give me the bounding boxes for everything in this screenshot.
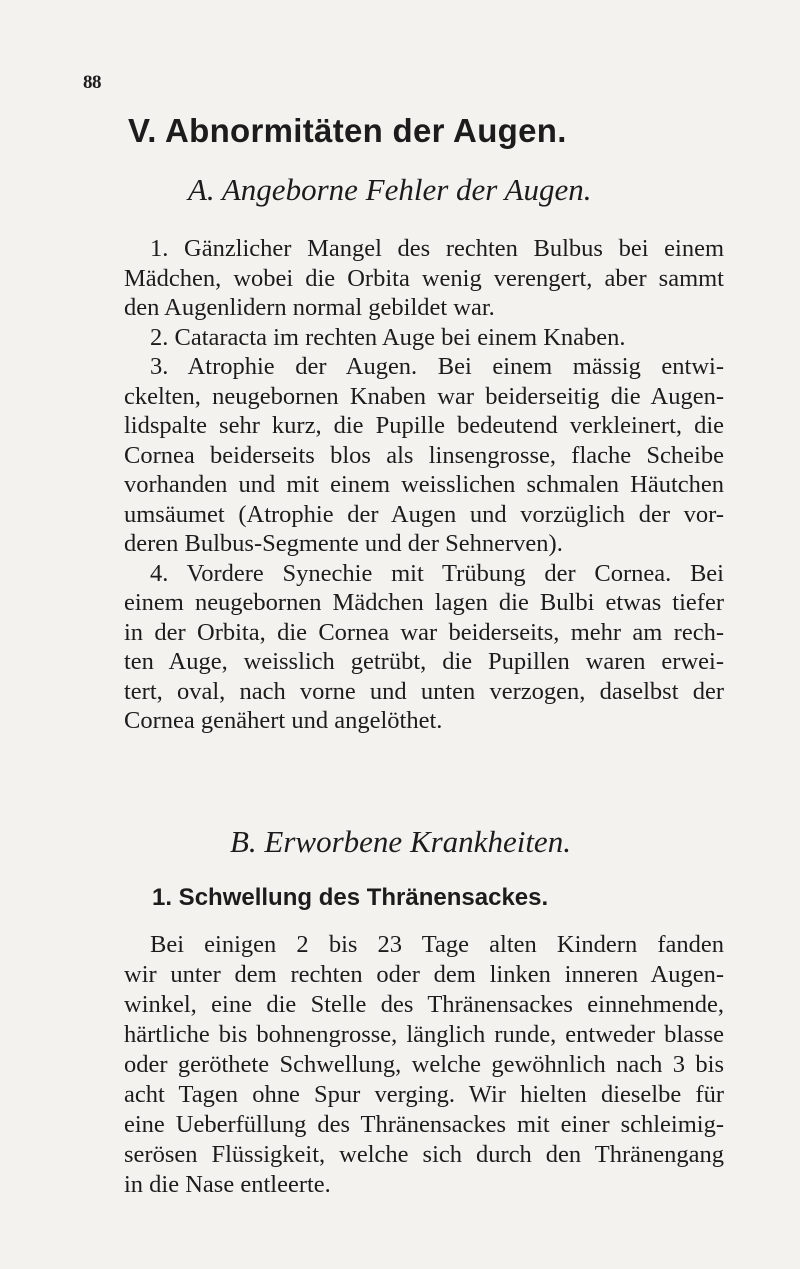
text-line: 1. Gänzlicher Mangel des rechten Bulbus bei einem <box>150 235 724 262</box>
text-line: Cornea beiderseits blos als linsengrosse, flache Scheibe <box>124 441 724 469</box>
section-a-text <box>124 234 724 736</box>
text-line: 2. Cataracta im rechten Auge bei einem Knaben. <box>150 323 626 351</box>
text-line: Cornea genähert und angelöthet. <box>124 707 443 734</box>
chapter-title: V. Abnormitäten der Augen. <box>128 112 567 149</box>
text-line: winkel, eine die Stelle des Thränensackes einnehmende, <box>124 991 724 1018</box>
text-line: Bei einigen 2 bis 23 Tage alten Kindern fanden <box>150 931 724 958</box>
text-line: ten Auge, weisslich getrübt, die Pupillen waren erwei- <box>124 648 724 675</box>
text-line: deren Bulbus-Segmente und der Sehnerven). <box>124 530 563 557</box>
text-line: umsäumet (Atrophie der Augen und vorzüglich der vor- <box>124 500 724 528</box>
text-line: härtliche bis bohnengrosse, länglich runde, entweder blasse <box>124 1021 724 1048</box>
section-a-heading: A. Angeborne Fehler der Augen. <box>188 172 592 207</box>
text-line: tert, oval, nach vorne und unten verzogen, daselbst der <box>124 677 724 705</box>
text-line: oder geröthete Schwellung, welche gewöhnlich nach 3 bis <box>124 1051 724 1078</box>
section-b-heading: B. Erworbene Krankheiten. <box>230 824 571 859</box>
text-line: acht Tagen ohne Spur verging. Wir hielten dieselbe für <box>124 1081 724 1108</box>
text-line: in die Nase entleerte. <box>124 1171 331 1198</box>
text-line: eine Ueberfüllung des Thränensackes mit einer schleimig- <box>124 1111 724 1138</box>
text-line: Mädchen, wobei die Orbita wenig verengert, aber sammt <box>124 264 724 292</box>
text-line: in der Orbita, die Cornea war beiderseits, mehr am rech- <box>124 618 724 646</box>
subsection-heading: 1. Schwellung des Thränensackes. <box>152 884 549 911</box>
text-line: 3. Atrophie der Augen. Bei einem mässig entwi- <box>150 353 724 380</box>
text-line: wir unter dem rechten oder dem linken inneren Augen- <box>124 961 724 988</box>
text-line: ckelten, neugebornen Knaben war beiderseitig die Augen- <box>124 382 724 410</box>
section-b-text <box>124 930 724 1200</box>
text-line: den Augenlidern normal gebildet war. <box>124 294 495 321</box>
text-line: lidspalte sehr kurz, die Pupille bedeutend verkleinert, die <box>124 412 724 439</box>
text-line: serösen Flüssigkeit, welche sich durch den Thränengang <box>124 1141 724 1168</box>
text-line: vorhanden und mit einem weisslichen schmalen Häutchen <box>124 471 724 498</box>
page-number: 88 <box>83 72 101 93</box>
text-line: einem neugebornen Mädchen lagen die Bulbi etwas tiefer <box>124 589 724 616</box>
text-line: 4. Vordere Synechie mit Trübung der Cornea. Bei <box>150 559 724 587</box>
